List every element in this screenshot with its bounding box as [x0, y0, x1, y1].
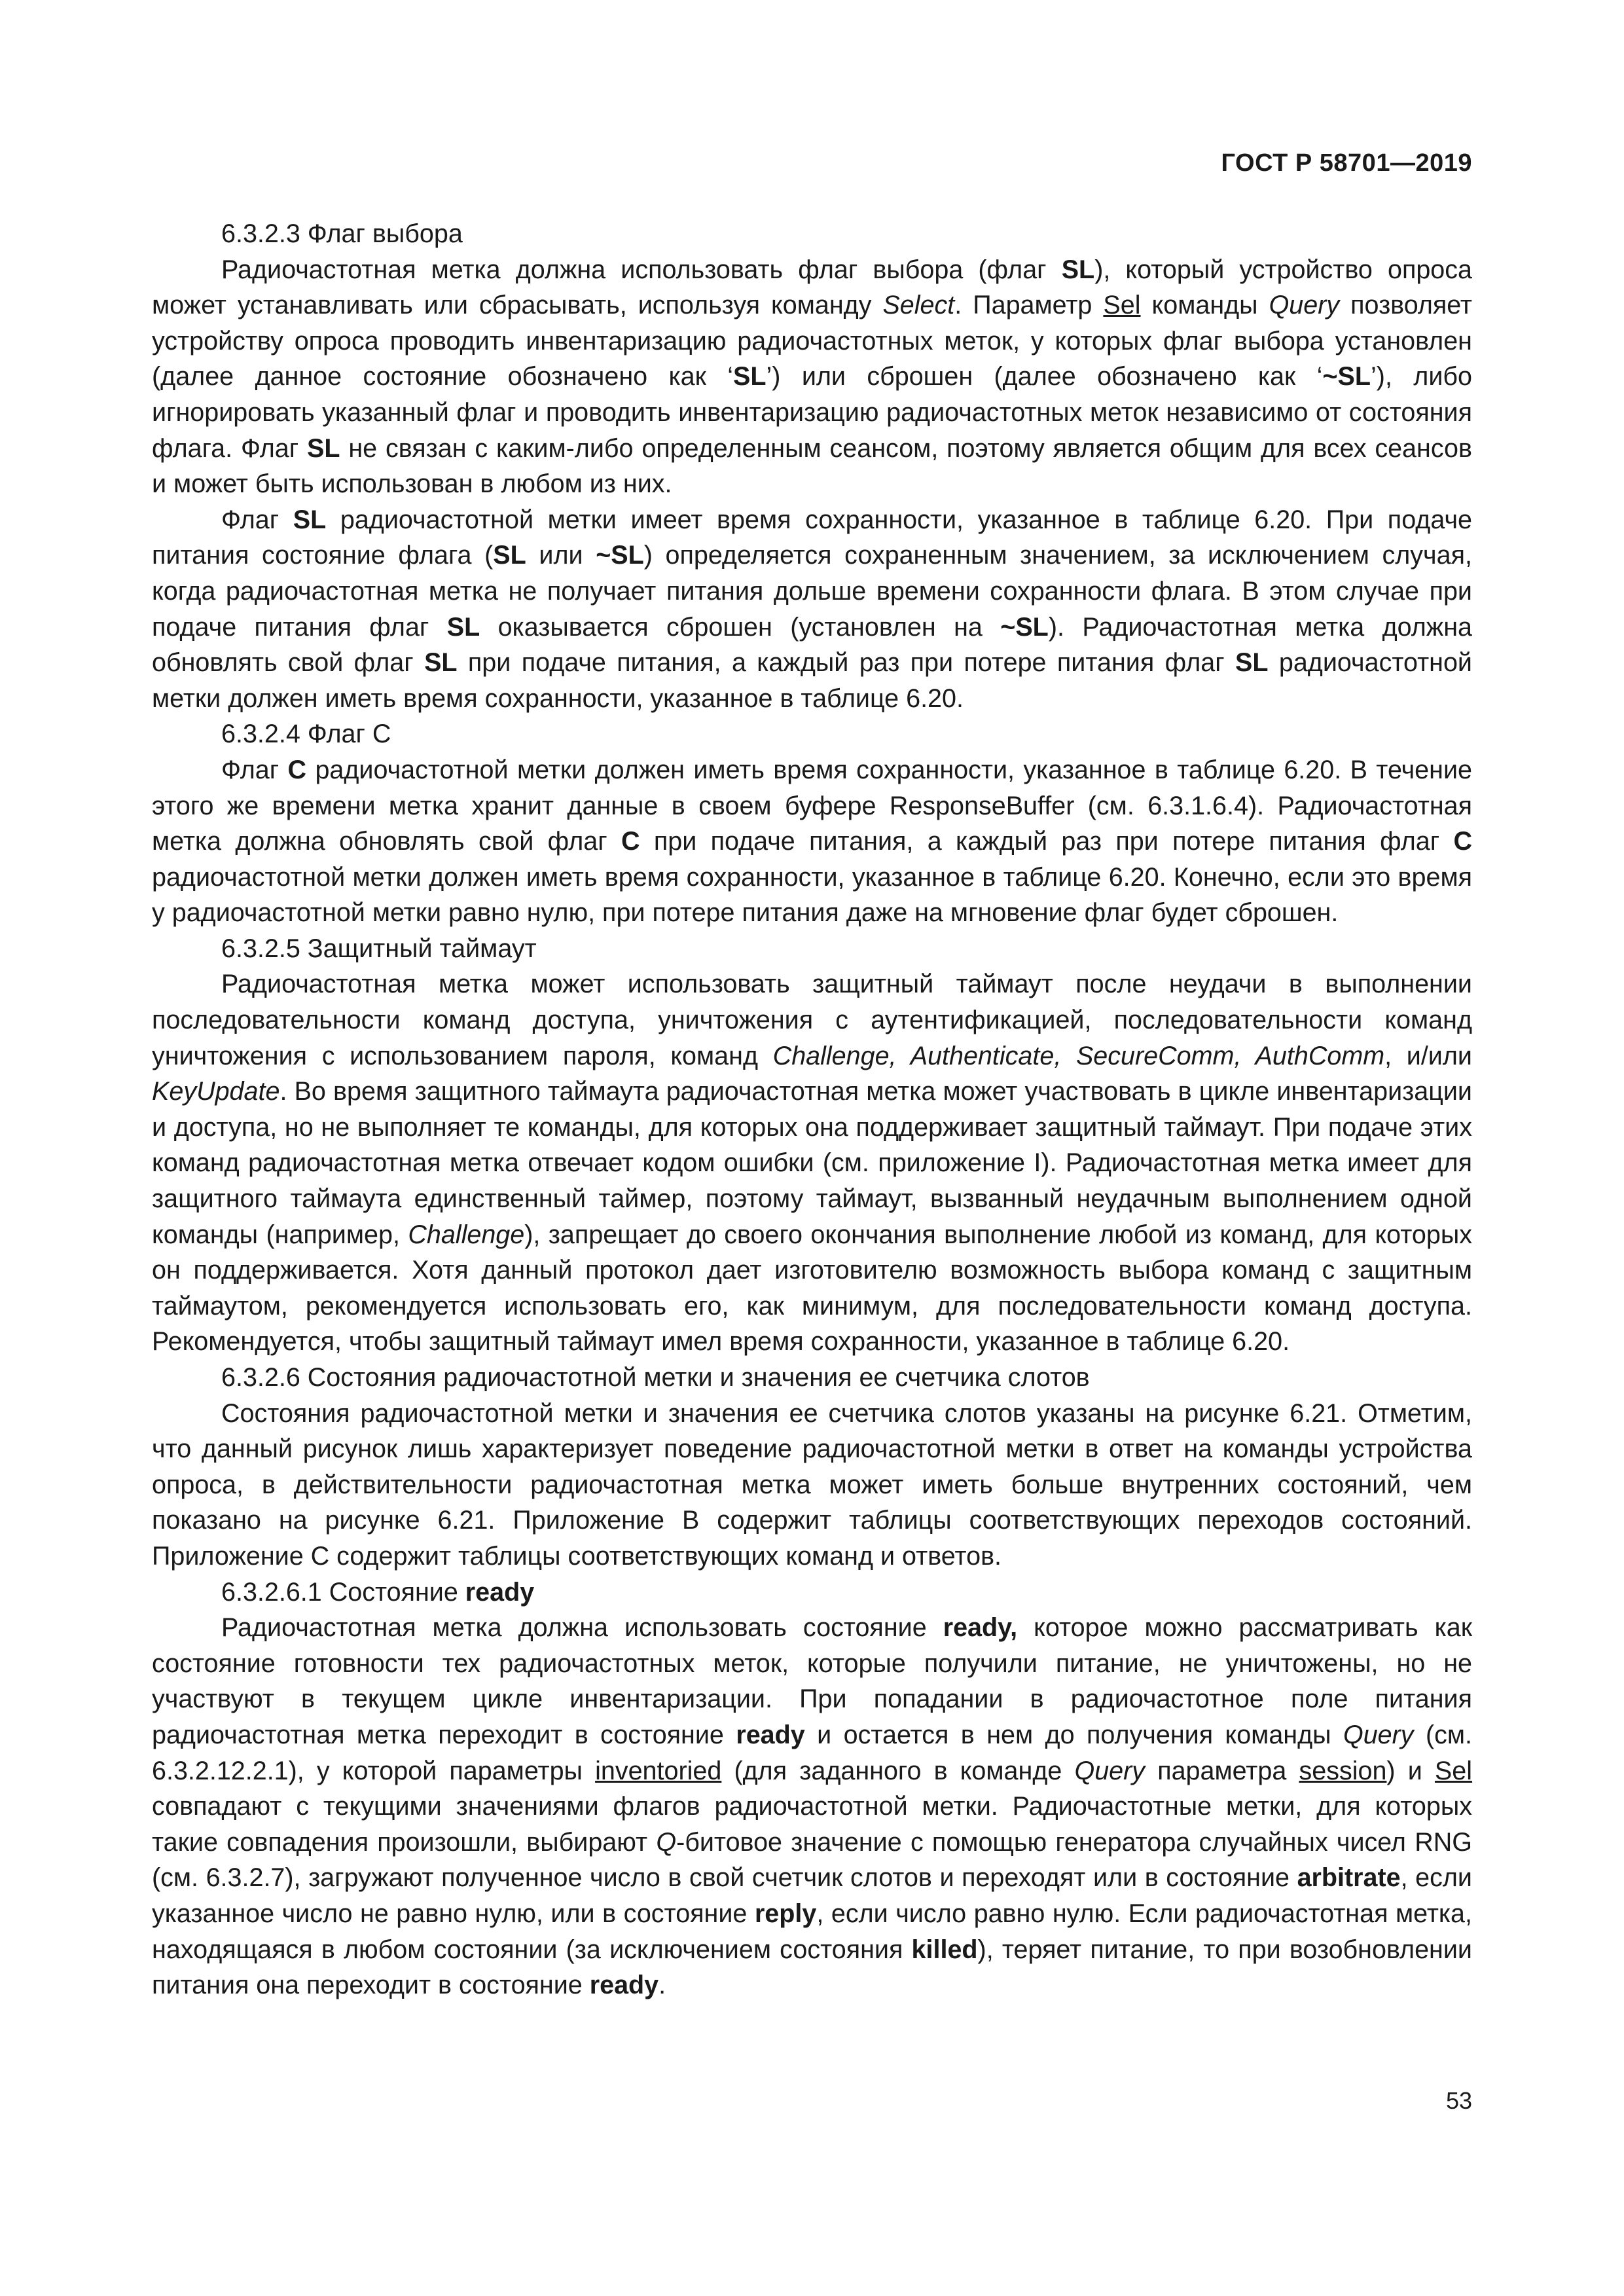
- paragraph: Флаг С радиочастотной метки должен иметь время сохранности, указанное в таблице 6.20. В течение этого же времени метка хранит данные в своем буфере ResponseBuffer (см. 6.3.1.6.4). Радиочастотная метка должна обновлять свой флаг С при подаче питания, а каждый раз при потере питания флаг С радиочастотной метки должен иметь время сохранности, указанное в таблице 6.20. Конечно, если это время у радиочастотной метки равно нулю, при потере питания даже на мгновение флаг будет сброшен.: [152, 755, 1472, 928]
- section-heading: 6.3.2.6.1 Состояние ready: [221, 1577, 535, 1607]
- document-body: [152, 216, 1472, 2003]
- paragraph: Радиочастотная метка может использовать защитный таймаут после неудачи в выполнении последовательности команд доступа, уничтожения с аутентификацией, последовательности команд уничтожения с использованием пароля, команд Challenge, Authenticate, SecureComm, AuthComm, и/или KeyUpdate. Во время защитного таймаута радиочастотная метка может участвовать в цикле инвентаризации и доступа, но не выполняет те команды, для которых она поддерживает защитный таймаут. При подаче этих команд радиочастотная метка отвечает кодом ошибки (см. приложение I). Радиочастотная метка имеет для защитного таймаута единственный таймер, поэтому таймаут, вызванный неудачным выполнением одной команды (например, Challenge), запрещает до своего окончания выполнение любой из команд, для которых он поддерживается. Хотя данный протокол дает изготовителю возможность выбора команд с защитным таймаутом, рекомендуется использовать его, как минимум, для последовательности команд доступа. Рекомендуется, чтобы защитный таймаут имел время сохранности, указанное в таблице 6.20.: [152, 970, 1472, 1357]
- page-header-standard: ГОСТ Р 58701—2019: [1221, 149, 1472, 177]
- page-number: 53: [1445, 2087, 1472, 2114]
- section-heading: 6.3.2.6 Состояния радиочастотной метки и значения ее счетчика слотов: [221, 1363, 1090, 1392]
- section-heading: 6.3.2.4 Флаг С: [221, 720, 391, 749]
- section-heading: 6.3.2.3 Флаг выбора: [221, 219, 463, 248]
- paragraph: Радиочастотная метка должна использовать состояние ready, которое можно рассматривать как состояние готовности тех радиочастотных меток, которые получили питание, не уничтожены, но не участвуют в текущем цикле инвентаризации. При попадании в радиочастотное поле питания радиочастотная метка переходит в состояние ready и остается в нем до получения команды Query (см. 6.3.2.12.2.1), у которой параметры inventoried (для заданного в команде Query параметра session) и Sel совпадают с текущими значениями флагов радиочастотной метки. Радиочастотные метки, для которых такие совпадения произошли, выбирают Q-битовое значение с помощью генератора случайных чисел RNG (см. 6.3.2.7), загружают полученное число в свой счетчик слотов и переходят или в состояние arbitrate, если указанное число не равно нулю, или в состояние reply, если число равно нулю. Если радиочастотная метка, находящаяся в любом состоянии (за исключением состояния killed), теряет питание, то при возобновлении питания она переходит в состояние ready.: [152, 1613, 1473, 2000]
- paragraph: Флаг SL радиочастотной метки имеет время сохранности, указанное в таблице 6.20. При подаче питания состояние флага (SL или ~SL) определяется сохраненным значением, за исключением случая, когда радиочастотная метка не получает питания дольше времени сохранности флага. В этом случае при подаче питания флаг SL оказывается сброшен (установлен на ~SL). Радиочастотная метка должна обновлять свой флаг SL при подаче питания, а каждый раз при потере питания флаг SL радиочастотной метки должен иметь время сохранности, указанное в таблице 6.20.: [152, 505, 1473, 713]
- section-heading: 6.3.2.5 Защитный таймаут: [221, 934, 537, 963]
- paragraph: Радиочастотная метка должна использовать флаг выбора (флаг SL), который устройство опроса может устанавливать или сбрасывать, используя команду Select. Параметр Sel команды Query позволяет устройству опроса проводить инвентаризацию радиочастотных меток, у которых флаг выбора установлен (далее данное состояние обозначено как ‘SL’) или сброшен (далее обозначено как ‘~SL’), либо игнорировать указанный флаг и проводить инвентаризацию радиочастотных меток независимо от состояния флага. Флаг SL не связан с каким-либо определенным сеансом, поэтому является общим для всех сеансов и может быть использован в любом из них.: [152, 255, 1473, 499]
- paragraph: Состояния радиочастотной метки и значения ее счетчика слотов указаны на рисунке 6.21. Отметим, что данный рисунок лишь характеризует поведение радиочастотной метки в ответ на команды устройства опроса, в действительности радиочастотная метка может иметь больше внутренних состояний, чем показано на рисунке 6.21. Приложение В содержит таблицы соответствующих переходов состояний. Приложение С содержит таблицы соответствующих команд и ответов.: [152, 1398, 1472, 1571]
